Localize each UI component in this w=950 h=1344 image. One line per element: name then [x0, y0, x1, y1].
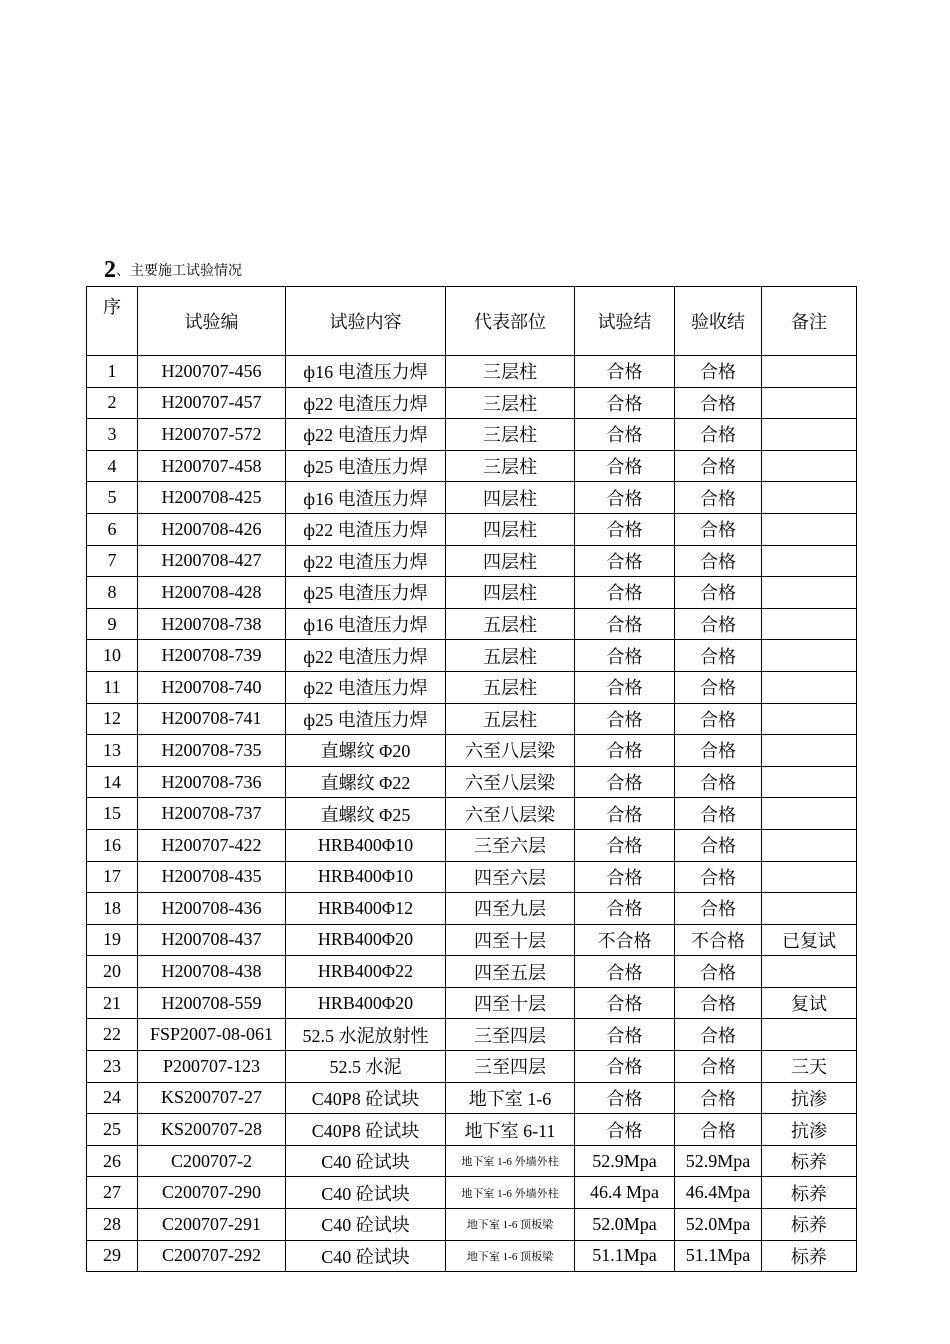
cell-acceptance-result: 合格 [675, 450, 762, 482]
cell-test-number: H200708-735 [138, 735, 286, 767]
cell-test-content: ф22 电渣压力焊 [286, 640, 446, 672]
cell-test-number: P200707-123 [138, 1051, 286, 1083]
cell-acceptance-result: 52.0Mpa [675, 1209, 762, 1241]
cell-test-content: C40 砼试块 [286, 1209, 446, 1241]
table-row [87, 608, 857, 640]
cell-test-content: ф22 电渣压力焊 [286, 513, 446, 545]
cell-test-result: 合格 [575, 671, 675, 703]
cell-seq: 1 [87, 356, 138, 388]
cell-test-result: 合格 [575, 482, 675, 514]
cell-test-content: ф22 电渣压力焊 [286, 419, 446, 451]
table-row [87, 671, 857, 703]
cell-test-content: 52.5 水泥 [286, 1051, 446, 1083]
cell-seq: 8 [87, 577, 138, 609]
cell-test-number: H200708-428 [138, 577, 286, 609]
cell-test-result: 合格 [575, 766, 675, 798]
cell-location: 三至四层 [446, 1019, 575, 1051]
cell-location: 六至八层梁 [446, 798, 575, 830]
cell-remarks [762, 956, 857, 988]
cell-test-number: KS200707-28 [138, 1114, 286, 1146]
cell-acceptance-result: 合格 [675, 829, 762, 861]
cell-seq: 12 [87, 703, 138, 735]
cell-acceptance-result: 合格 [675, 513, 762, 545]
cell-location: 四至九层 [446, 893, 575, 925]
cell-acceptance-result: 合格 [675, 1114, 762, 1146]
cell-test-number: H200708-739 [138, 640, 286, 672]
cell-remarks [762, 482, 857, 514]
table-row [87, 956, 857, 988]
cell-location: 三至四层 [446, 1051, 575, 1083]
table-row [87, 1145, 857, 1177]
cell-test-content: ф25 电渣压力焊 [286, 703, 446, 735]
table-row [87, 798, 857, 830]
cell-test-result: 合格 [575, 513, 675, 545]
cell-location: 六至八层梁 [446, 766, 575, 798]
cell-test-content: ф22 电渣压力焊 [286, 545, 446, 577]
cell-test-content: ф25 电渣压力焊 [286, 577, 446, 609]
cell-location: 四至五层 [446, 956, 575, 988]
cell-test-number: H200707-422 [138, 829, 286, 861]
cell-acceptance-result: 合格 [675, 356, 762, 388]
cell-test-number: H200708-741 [138, 703, 286, 735]
cell-acceptance-result: 合格 [675, 1051, 762, 1083]
cell-remarks [762, 577, 857, 609]
cell-remarks [762, 766, 857, 798]
cell-remarks: 标养 [762, 1145, 857, 1177]
cell-acceptance-result: 合格 [675, 419, 762, 451]
cell-test-number: H200708-437 [138, 924, 286, 956]
cell-remarks: 标养 [762, 1177, 857, 1209]
cell-test-number: KS200707-27 [138, 1082, 286, 1114]
table-row [87, 640, 857, 672]
cell-test-content: 直螺纹 Φ25 [286, 798, 446, 830]
cell-test-number: H200708-736 [138, 766, 286, 798]
cell-test-number: H200708-436 [138, 893, 286, 925]
cell-acceptance-result: 合格 [675, 640, 762, 672]
table-row [87, 703, 857, 735]
cell-test-result: 合格 [575, 608, 675, 640]
cell-seq: 3 [87, 419, 138, 451]
cell-location: 四层柱 [446, 545, 575, 577]
cell-acceptance-result: 46.4Mpa [675, 1177, 762, 1209]
cell-test-result: 合格 [575, 1082, 675, 1114]
cell-test-content: C40 砼试块 [286, 1177, 446, 1209]
cell-remarks [762, 829, 857, 861]
cell-acceptance-result: 51.1Mpa [675, 1240, 762, 1272]
cell-test-content: C40 砼试块 [286, 1240, 446, 1272]
cell-acceptance-result: 不合格 [675, 924, 762, 956]
header-remarks: 备注 [762, 287, 857, 356]
cell-test-result: 51.1Mpa [575, 1240, 675, 1272]
cell-test-content: ф25 电渣压力焊 [286, 450, 446, 482]
cell-location: 四层柱 [446, 513, 575, 545]
cell-seq: 27 [87, 1177, 138, 1209]
cell-test-result: 52.0Mpa [575, 1209, 675, 1241]
cell-test-content: HRB400Φ20 [286, 924, 446, 956]
cell-location: 四至六层 [446, 861, 575, 893]
cell-test-result: 合格 [575, 956, 675, 988]
cell-location: 三层柱 [446, 387, 575, 419]
cell-remarks: 标养 [762, 1209, 857, 1241]
cell-remarks [762, 1019, 857, 1051]
cell-acceptance-result: 合格 [675, 1082, 762, 1114]
cell-test-result: 合格 [575, 1019, 675, 1051]
cell-acceptance-result: 合格 [675, 671, 762, 703]
table-row [87, 735, 857, 767]
cell-location: 地下室 1-6 外墙外柱 [446, 1145, 575, 1177]
cell-acceptance-result: 合格 [675, 735, 762, 767]
cell-location: 三层柱 [446, 450, 575, 482]
cell-remarks [762, 450, 857, 482]
table-row [87, 545, 857, 577]
table-row [87, 924, 857, 956]
cell-test-content: 直螺纹 Φ22 [286, 766, 446, 798]
cell-acceptance-result: 合格 [675, 861, 762, 893]
cell-acceptance-result: 合格 [675, 703, 762, 735]
cell-seq: 29 [87, 1240, 138, 1272]
cell-test-number: H200707-456 [138, 356, 286, 388]
cell-remarks [762, 419, 857, 451]
cell-test-number: H200708-427 [138, 545, 286, 577]
cell-location: 五层柱 [446, 703, 575, 735]
table-row [87, 482, 857, 514]
cell-seq: 28 [87, 1209, 138, 1241]
cell-test-number: H200708-740 [138, 671, 286, 703]
table-row [87, 356, 857, 388]
cell-seq: 22 [87, 1019, 138, 1051]
cell-test-content: ф16 电渣压力焊 [286, 608, 446, 640]
cell-seq: 6 [87, 513, 138, 545]
cell-remarks [762, 703, 857, 735]
cell-remarks: 复试 [762, 987, 857, 1019]
cell-test-result: 合格 [575, 1114, 675, 1146]
cell-test-number: H200708-559 [138, 987, 286, 1019]
cell-location: 地下室 1-6 顶板梁 [446, 1240, 575, 1272]
cell-acceptance-result: 52.9Mpa [675, 1145, 762, 1177]
cell-acceptance-result: 合格 [675, 956, 762, 988]
cell-test-number: H200707-572 [138, 419, 286, 451]
cell-test-result: 合格 [575, 893, 675, 925]
cell-location: 三至六层 [446, 829, 575, 861]
header-test-content: 试验内容 [286, 287, 446, 356]
cell-remarks: 标养 [762, 1240, 857, 1272]
cell-seq: 7 [87, 545, 138, 577]
cell-test-result: 52.9Mpa [575, 1145, 675, 1177]
cell-test-result: 不合格 [575, 924, 675, 956]
cell-seq: 2 [87, 387, 138, 419]
table-header-row [87, 287, 857, 356]
cell-test-content: HRB400Φ10 [286, 861, 446, 893]
cell-test-number: H200708-435 [138, 861, 286, 893]
header-acceptance-result: 验收结 [675, 287, 762, 356]
cell-seq: 5 [87, 482, 138, 514]
cell-location: 四层柱 [446, 577, 575, 609]
table-row [87, 1051, 857, 1083]
cell-test-number: C200707-292 [138, 1240, 286, 1272]
cell-test-content: HRB400Φ22 [286, 956, 446, 988]
cell-remarks: 三天 [762, 1051, 857, 1083]
cell-location: 地下室 1-6 [446, 1082, 575, 1114]
cell-test-number: H200708-426 [138, 513, 286, 545]
header-test-result: 试验结 [575, 287, 675, 356]
cell-test-result: 合格 [575, 450, 675, 482]
header-location: 代表部位 [446, 287, 575, 356]
cell-location: 地下室 6-11 [446, 1114, 575, 1146]
cell-test-result: 合格 [575, 703, 675, 735]
cell-acceptance-result: 合格 [675, 608, 762, 640]
table-row [87, 1114, 857, 1146]
table-row [87, 419, 857, 451]
cell-test-result: 合格 [575, 987, 675, 1019]
cell-seq: 14 [87, 766, 138, 798]
cell-test-content: 直螺纹 Φ20 [286, 735, 446, 767]
cell-remarks: 已复试 [762, 924, 857, 956]
cell-seq: 11 [87, 671, 138, 703]
cell-location: 地下室 1-6 外墙外柱 [446, 1177, 575, 1209]
cell-test-content: ф16 电渣压力焊 [286, 356, 446, 388]
cell-remarks [762, 356, 857, 388]
cell-test-number: H200708-738 [138, 608, 286, 640]
cell-seq: 16 [87, 829, 138, 861]
cell-remarks [762, 861, 857, 893]
cell-test-content: HRB400Φ10 [286, 829, 446, 861]
cell-location: 地下室 1-6 顶板梁 [446, 1209, 575, 1241]
cell-test-content: HRB400Φ20 [286, 987, 446, 1019]
table-row [87, 987, 857, 1019]
cell-remarks: 抗渗 [762, 1114, 857, 1146]
cell-seq: 4 [87, 450, 138, 482]
cell-location: 四层柱 [446, 482, 575, 514]
cell-test-number: FSP2007-08-061 [138, 1019, 286, 1051]
table-row [87, 1209, 857, 1241]
cell-location: 四至十层 [446, 987, 575, 1019]
cell-acceptance-result: 合格 [675, 893, 762, 925]
cell-seq: 19 [87, 924, 138, 956]
cell-location: 三层柱 [446, 356, 575, 388]
cell-remarks [762, 545, 857, 577]
cell-remarks: 抗渗 [762, 1082, 857, 1114]
cell-location: 五层柱 [446, 640, 575, 672]
test-results-table [86, 286, 857, 1272]
cell-remarks [762, 608, 857, 640]
cell-test-number: C200707-291 [138, 1209, 286, 1241]
cell-remarks [762, 893, 857, 925]
cell-test-result: 46.4 Mpa [575, 1177, 675, 1209]
table-row [87, 766, 857, 798]
cell-test-content: ф22 电渣压力焊 [286, 671, 446, 703]
table-row [87, 577, 857, 609]
cell-acceptance-result: 合格 [675, 482, 762, 514]
cell-acceptance-result: 合格 [675, 1019, 762, 1051]
cell-test-content: C40P8 砼试块 [286, 1114, 446, 1146]
cell-location: 三层柱 [446, 419, 575, 451]
cell-remarks [762, 387, 857, 419]
table-row [87, 387, 857, 419]
cell-acceptance-result: 合格 [675, 987, 762, 1019]
cell-seq: 24 [87, 1082, 138, 1114]
cell-seq: 18 [87, 893, 138, 925]
cell-test-result: 合格 [575, 419, 675, 451]
cell-acceptance-result: 合格 [675, 798, 762, 830]
cell-acceptance-result: 合格 [675, 577, 762, 609]
cell-acceptance-result: 合格 [675, 766, 762, 798]
cell-seq: 21 [87, 987, 138, 1019]
cell-location: 四至十层 [446, 924, 575, 956]
table-row [87, 513, 857, 545]
section-heading [104, 256, 242, 286]
cell-remarks [762, 671, 857, 703]
cell-test-content: HRB400Φ12 [286, 893, 446, 925]
table-row [87, 829, 857, 861]
cell-test-result: 合格 [575, 545, 675, 577]
cell-seq: 23 [87, 1051, 138, 1083]
cell-test-result: 合格 [575, 829, 675, 861]
table-row [87, 1082, 857, 1114]
cell-seq: 26 [87, 1145, 138, 1177]
cell-location: 五层柱 [446, 671, 575, 703]
cell-test-number: H200707-458 [138, 450, 286, 482]
cell-test-result: 合格 [575, 640, 675, 672]
cell-location: 五层柱 [446, 608, 575, 640]
cell-test-number: H200708-438 [138, 956, 286, 988]
table-row [87, 1177, 857, 1209]
cell-test-result: 合格 [575, 356, 675, 388]
cell-test-number: H200708-737 [138, 798, 286, 830]
cell-test-content: C40P8 砼试块 [286, 1082, 446, 1114]
cell-test-number: H200708-425 [138, 482, 286, 514]
section-number: 2 [104, 257, 116, 283]
cell-test-number: H200707-457 [138, 387, 286, 419]
cell-seq: 10 [87, 640, 138, 672]
cell-test-number: C200707-2 [138, 1145, 286, 1177]
cell-seq: 25 [87, 1114, 138, 1146]
table-row [87, 893, 857, 925]
cell-test-result: 合格 [575, 735, 675, 767]
header-test-number: 试验编 [138, 287, 286, 356]
cell-seq: 17 [87, 861, 138, 893]
cell-seq: 9 [87, 608, 138, 640]
cell-test-number: C200707-290 [138, 1177, 286, 1209]
cell-test-content: C40 砼试块 [286, 1145, 446, 1177]
cell-seq: 15 [87, 798, 138, 830]
cell-remarks [762, 640, 857, 672]
table-row [87, 450, 857, 482]
cell-remarks [762, 735, 857, 767]
cell-test-content: ф22 电渣压力焊 [286, 387, 446, 419]
cell-acceptance-result: 合格 [675, 387, 762, 419]
cell-acceptance-result: 合格 [675, 545, 762, 577]
cell-test-result: 合格 [575, 798, 675, 830]
table-row [87, 1019, 857, 1051]
cell-remarks [762, 798, 857, 830]
table-row [87, 861, 857, 893]
cell-seq: 20 [87, 956, 138, 988]
cell-test-result: 合格 [575, 861, 675, 893]
header-seq: 序 [87, 287, 138, 356]
cell-test-result: 合格 [575, 577, 675, 609]
cell-test-result: 合格 [575, 1051, 675, 1083]
cell-remarks [762, 513, 857, 545]
cell-location: 六至八层梁 [446, 735, 575, 767]
cell-test-content: ф16 电渣压力焊 [286, 482, 446, 514]
table-row [87, 1240, 857, 1272]
cell-test-result: 合格 [575, 387, 675, 419]
cell-seq: 13 [87, 735, 138, 767]
cell-test-content: 52.5 水泥放射性 [286, 1019, 446, 1051]
section-title: 、主要施工试验情况 [116, 264, 242, 279]
